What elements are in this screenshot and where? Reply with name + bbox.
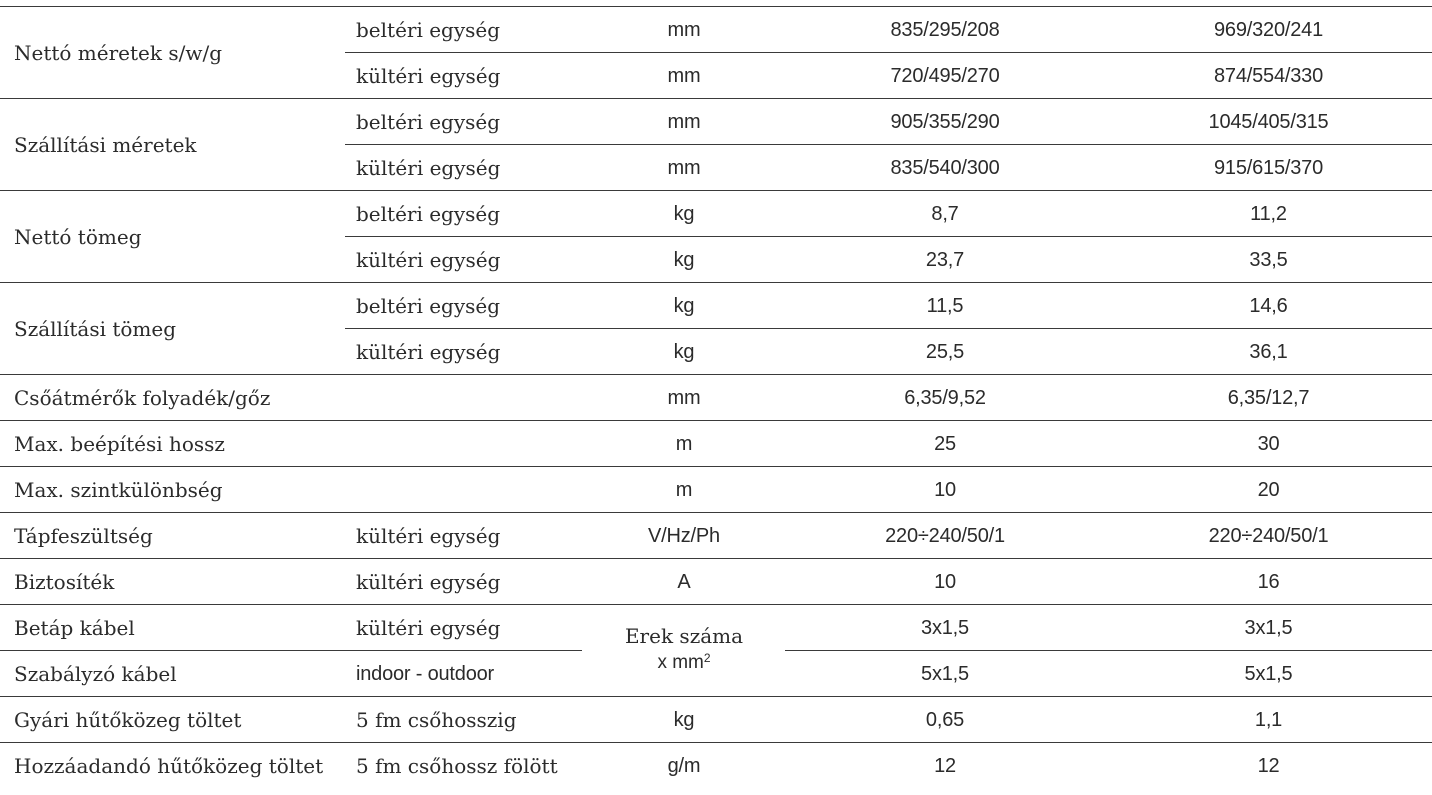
unit-cell: kg	[673, 709, 695, 731]
row-label: Gyári hűtőközeg töltet	[14, 708, 242, 732]
value-model-1: 835/295/208	[890, 19, 1000, 41]
unit-cell: kg	[673, 341, 695, 363]
row-label: Nettó méretek s/w/g	[14, 41, 223, 65]
value-model-2: 969/320/241	[1213, 19, 1324, 41]
value-model-2: 14,6	[1249, 295, 1288, 317]
unit-cell: mm	[667, 65, 701, 87]
row-label: Szabályzó kábel	[14, 662, 177, 686]
row-divider	[345, 52, 1432, 53]
row-label: Biztosíték	[14, 570, 115, 594]
unit-cell: V/Hz/Ph	[648, 525, 720, 547]
value-model-2: 36,1	[1249, 341, 1288, 363]
row-divider	[0, 696, 1432, 697]
sub-label: kültéri egység	[356, 616, 501, 640]
row-label: Szállítási tömeg	[14, 317, 177, 341]
value-model-2: 3x1,5	[1244, 617, 1293, 639]
row-divider	[0, 420, 1432, 421]
value-model-1: 905/355/290	[890, 111, 1000, 133]
row-divider	[0, 374, 1432, 375]
sub-label: beltéri egység	[356, 110, 501, 134]
row-divider	[785, 650, 1432, 651]
value-model-1: 12	[934, 755, 956, 777]
value-model-1: 0,65	[925, 709, 965, 731]
row-divider	[0, 466, 1432, 467]
row-divider	[0, 98, 1432, 99]
unit-cell: m	[675, 433, 693, 455]
value-model-2: 12	[1257, 755, 1280, 777]
sub-label: kültéri egység	[356, 340, 501, 364]
sub-label: kültéri egység	[356, 156, 501, 180]
unit-cell: kg	[673, 295, 695, 317]
value-model-1: 220÷240/50/1	[885, 525, 1005, 547]
value-model-2: 30	[1257, 433, 1280, 455]
unit-cell: g/m	[667, 755, 701, 777]
sub-label: kültéri egység	[356, 570, 501, 594]
cable-unit-text: x mm	[657, 652, 704, 673]
row-divider	[0, 604, 1432, 605]
sub-label: 5 fm csőhossz fölött	[356, 754, 558, 778]
unit-cell: mm	[667, 111, 701, 133]
row-divider	[0, 558, 1432, 559]
sub-label: beltéri egység	[356, 294, 501, 318]
value-model-2: 33,5	[1249, 249, 1288, 271]
unit-cell: mm	[667, 157, 701, 179]
row-divider	[0, 282, 1432, 283]
sub-label: kültéri egység	[356, 248, 501, 272]
sub-label: beltéri egység	[356, 202, 501, 226]
sub-label: beltéri egység	[356, 18, 501, 42]
value-model-2: 1045/405/315	[1208, 111, 1329, 133]
sub-label: kültéri egység	[356, 64, 501, 88]
row-label: Max. szintkülönbség	[14, 478, 223, 502]
unit-cell: kg	[673, 203, 695, 225]
row-label: Max. beépítési hossz	[14, 432, 225, 456]
cable-unit-superscript: 2	[703, 651, 711, 665]
row-divider	[0, 742, 1432, 743]
row-label: Tápfeszültség	[14, 524, 153, 548]
sub-label: kültéri egység	[356, 524, 501, 548]
row-label: Csőátmérők folyadék/gőz	[14, 386, 271, 410]
value-model-1: 23,7	[925, 249, 965, 271]
value-model-2: 20	[1257, 479, 1280, 501]
value-model-1: 10	[934, 571, 956, 593]
cable-unit-cell	[600, 626, 768, 672]
value-model-2: 11,2	[1250, 203, 1287, 225]
row-divider	[345, 236, 1432, 237]
row-label: Betáp kábel	[14, 616, 135, 640]
sub-label: indoor - outdoor	[356, 663, 495, 685]
row-label: Szállítási méretek	[14, 133, 197, 157]
sub-label: 5 fm csőhosszig	[356, 708, 517, 732]
value-model-2: 6,35/12,7	[1227, 387, 1310, 409]
unit-cell: kg	[673, 249, 695, 271]
value-model-2: 874/554/330	[1213, 65, 1324, 87]
unit-cell: m	[675, 479, 693, 501]
row-divider	[0, 512, 1432, 513]
value-model-1: 25	[934, 433, 956, 455]
unit-cell: A	[677, 571, 691, 593]
value-model-1: 25,5	[925, 341, 965, 363]
row-label: Hozzáadandó hűtőközeg töltet	[14, 754, 324, 778]
value-model-2: 220÷240/50/1	[1208, 525, 1329, 547]
value-model-2: 1,1	[1254, 709, 1283, 731]
unit-cell: mm	[667, 387, 701, 409]
value-model-1: 5x1,5	[921, 663, 969, 685]
row-divider	[345, 144, 1432, 145]
value-model-2: 16	[1257, 571, 1280, 593]
row-divider	[0, 650, 582, 651]
row-divider	[0, 190, 1432, 191]
value-model-1: 11,5	[926, 295, 964, 317]
value-model-1: 6,35/9,52	[904, 387, 986, 409]
value-model-1: 720/495/270	[890, 65, 1000, 87]
unit-cell: mm	[667, 19, 701, 41]
value-model-2: 5x1,5	[1244, 663, 1293, 685]
value-model-1: 3x1,5	[921, 617, 969, 639]
value-model-1: 8,7	[931, 203, 959, 225]
value-model-1: 10	[934, 479, 956, 501]
value-model-1: 835/540/300	[890, 157, 1000, 179]
value-model-2: 915/615/370	[1213, 157, 1324, 179]
row-divider	[345, 328, 1432, 329]
cable-unit-line1: Erek száma	[624, 624, 744, 648]
row-label: Nettó tömeg	[14, 225, 142, 249]
cable-unit-line2	[600, 652, 768, 672]
row-divider	[0, 6, 1432, 7]
